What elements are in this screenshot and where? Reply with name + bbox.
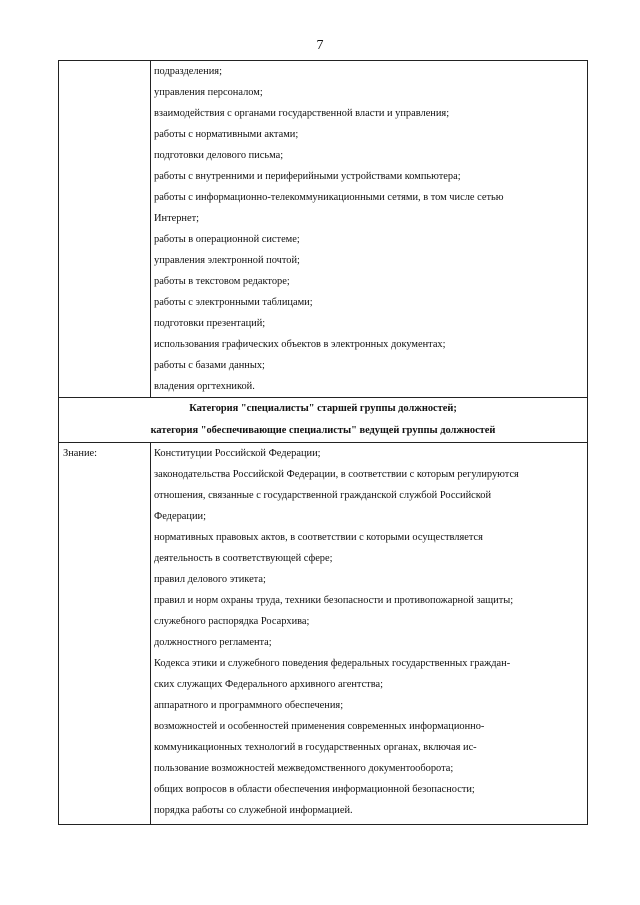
knowledge-item: нормативных правовых актов, в соответствии с которыми осуществляется деятельность в соответствующей сфере;	[154, 532, 483, 564]
skill-item: подготовки презентаций;	[154, 318, 266, 329]
knowledge-item: Конституции Российской Федерации;	[154, 448, 321, 459]
skill-item: использования графических объектов в электронных документах;	[154, 339, 446, 350]
skill-item: работы с информационно-телекоммуникационными сетями, в том числе сетью Интернет;	[154, 192, 504, 224]
knowledge-label-cell	[59, 443, 151, 825]
knowledge-item: аппаратного и программного обеспечения;	[154, 700, 344, 711]
knowledge-items-cell	[151, 443, 588, 825]
skill-item: работы с базами данных;	[154, 360, 265, 371]
skills-row	[59, 61, 588, 398]
skill-item: подразделения;	[154, 66, 222, 77]
category-header-line-1: Категория "специалисты" старшей группы должностей;	[189, 403, 457, 414]
category-header-row	[59, 398, 588, 443]
skill-item: управления персоналом;	[154, 87, 263, 98]
skill-item: владения оргтехникой.	[154, 381, 255, 392]
skill-item: взаимодействия с органами государственной власти и управления;	[154, 108, 450, 119]
knowledge-item: правил и норм охраны труда, техники безопасности и противопожарной защиты;	[154, 595, 514, 606]
skill-item: работы в операционной системе;	[154, 234, 300, 245]
skills-label-cell	[59, 61, 151, 398]
qualification-table	[58, 60, 588, 825]
knowledge-item: служебного распорядка Росархива;	[154, 616, 310, 627]
knowledge-item: должностного регламента;	[154, 637, 272, 648]
page-number: 7	[316, 38, 324, 53]
category-header-cell	[59, 398, 588, 443]
knowledge-label: Знание:	[63, 448, 97, 459]
skills-items-cell	[151, 61, 588, 398]
category-header-line-2: категория "обеспечивающие специалисты" ведущей группы должностей	[150, 425, 496, 436]
skill-item: работы с нормативными актами;	[154, 129, 299, 140]
skill-item: подготовки делового письма;	[154, 150, 284, 161]
skill-item: управления электронной почтой;	[154, 255, 300, 266]
knowledge-item: Кодекса этики и служебного поведения федеральных государственных граждан- ских служащих Федерального архивного агентства;	[154, 658, 511, 690]
knowledge-item: общих вопросов в области обеспечения информационной безопасности;	[154, 784, 475, 795]
knowledge-list	[151, 443, 587, 824]
knowledge-item: законодательства Российской Федерации, в соответствии с которым регулируются отношения, связанные с государственной гражданской службой Российской Федерации;	[154, 469, 519, 522]
knowledge-item: возможностей и особенностей применения современных информационно- коммуникационных технологий в государственных органах, включая ис- пользование возможностей межведомственного документооборота;	[154, 721, 485, 774]
skill-item: работы с электронными таблицами;	[154, 297, 313, 308]
knowledge-row	[59, 443, 588, 825]
knowledge-item: правил делового этикета;	[154, 574, 266, 585]
knowledge-item: порядка работы со служебной информацией.	[154, 805, 353, 816]
skill-item: работы с внутренними и периферийными устройствами компьютера;	[154, 171, 461, 182]
skills-list	[151, 61, 587, 397]
skill-item: работы в текстовом редакторе;	[154, 276, 290, 287]
